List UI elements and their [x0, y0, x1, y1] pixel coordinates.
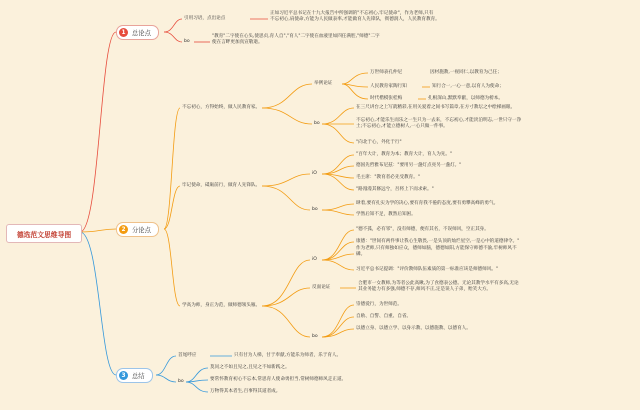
p3-contrast-text: 合肥市一女教师,为等者公此高瞅,为了食德表公德。无论其教学水平有多高,无论 [358, 281, 519, 286]
p1-example-left: 时代楷模张桂梅 [370, 96, 403, 101]
section-label: 总论点 [132, 30, 151, 37]
section-summary[interactable] [116, 368, 153, 383]
p3-bo-item: 崇德爱行，为世师范。 [356, 302, 402, 307]
overview-define-text-line: "教育"二字使在心头,使思贞,育人自","育人"二字使在血液里如四任满腔,"师德"二字 [212, 34, 380, 39]
p1-bo-text: 土;不忘初心,才能立德树人,一心只做一件事。 [356, 124, 448, 129]
p2-io-item: "百年大计，教育为本；教育大计，育人为先。" [356, 152, 453, 157]
p3-io-label[interactable]: iO [312, 257, 317, 262]
root-topic[interactable]: 德选范文思维导图 [6, 224, 82, 243]
p3-bo-item: 以德立身、以德立学、以身示教、以德施教、以德育人。 [356, 326, 471, 331]
point-2-label[interactable]: 牢记使命，砥砺前行，做育人先锋队。 [182, 183, 261, 188]
summary-bo-item: 万物得其本者生,百事得其道者成。 [210, 389, 281, 394]
summary-bo-item: 莫问之不如且见之,且见之不如新践之。 [210, 365, 290, 370]
p1-example-left: 人民教育家陶行知 [370, 84, 407, 89]
section-number-badge: 1 [119, 28, 128, 37]
p1-bo-label[interactable]: bo [314, 121, 320, 126]
p3-io-item: 作为老师,只有师独如应众，德师如脑，德德如阳,方能保守师德不渝,牢树师风不 [356, 246, 517, 251]
p3-contrast-label[interactable]: 反面论证 [312, 285, 331, 290]
summary-bo-item: 要常怀教育初心不忘本,常思育人使命勇担当,常树师德师风走正道。 [210, 377, 347, 382]
p1-example-left: 万世师表孔仲尼 [370, 70, 403, 75]
p2-bo-item: 肆着,要有扎实为学的决心,要有育我不倦的态度,要有勇攀高峰的勇气。 [356, 201, 499, 206]
overview-quote-text-line: 不忘初心,肩使命,方能为人民做表率,才能做育人先锋队，彻德润人，人民教育教育。 [270, 17, 440, 22]
p1-example-right: 知行合一,一心一意,以育人为使命； [432, 84, 504, 89]
section-number-badge: 2 [119, 225, 128, 234]
p3-io-item: 康德："世间有两件事让我心生敬畏,一是头顶的灿烂星空,一是心中的道德律令。" [356, 239, 520, 244]
section-overview[interactable] [116, 25, 159, 40]
overview-quote-label[interactable]: 引用习语，点出论点 [184, 16, 226, 21]
section-label: 总结 [132, 373, 145, 380]
p3-bo-label[interactable]: bo [312, 334, 318, 339]
summary-bo-label[interactable]: bo [178, 379, 184, 384]
point-3-label[interactable]: 学高为师，身正为范，做师德领头雁。 [182, 303, 261, 308]
p3-contrast-text: 其业务能力有多强,师德不存,师风不正,定是误人子弟，贻笑大方。 [358, 287, 492, 292]
p2-bo-label[interactable]: bo [312, 207, 318, 212]
overview-bo-label[interactable]: bo [184, 39, 190, 44]
p1-bo-text: "向北于心，外化于行" [356, 140, 402, 145]
summary-text: 只有甘为人梯，甘于奉献,方能乐为师者，乐于育人。 [234, 353, 342, 358]
p3-io-item: 磷。 [356, 252, 366, 257]
p2-bo-item: 学然后知不足，教然后知困。 [356, 212, 416, 217]
section-number-badge: 3 [119, 371, 128, 380]
p2-io-label[interactable]: iO [312, 171, 317, 176]
summary-label[interactable]: 首尾呼应 [178, 353, 197, 358]
p1-bo-text: 在三尺讲台之上写就精彩,在用关爱着之间书写篇章,在方寸教坛之中绘梯画眼。 [356, 105, 516, 110]
point-1-label[interactable]: 不忘初心，方得始终，做人民教育家。 [182, 105, 261, 110]
section-label: 分论点 [132, 227, 151, 234]
p1-example-right: 扎根深山,默默奉献，以师德为榜本。 [428, 96, 503, 101]
p1-bo-text: 不忘初心,才能乐生而乐之一生只为一去来，不忘初心,才能淡泊明志,一世只守一净 [356, 118, 522, 123]
p3-io-item: "德不孤，必有邻"，没有师德，便有其名，不误师风，空正其身。 [356, 227, 489, 232]
section-points[interactable] [116, 222, 159, 237]
p3-bo-item: 自励、自警、自重、自省。 [356, 314, 412, 319]
p2-io-item: 毛主席："教育者必先受教育。" [356, 175, 420, 180]
p1-example-right: 因材施教,一视同仁,以教育为己任； [430, 70, 502, 75]
overview-quote-text-line: 正如习近平总书记在十九大报告中所强调的"不忘初心,牢记使命"，作为老师,只有 [270, 11, 434, 16]
p2-io-item: "路漫漫其修远兮，吾将上下而求索。" [356, 187, 434, 192]
overview-define-text-line: 使在言畔更加真宣敬逝。 [212, 40, 263, 45]
p3-io-item: 习近平总书记提调："评价教师队伍素质的第一标准应该是师德师风。" [356, 267, 499, 272]
p2-io-item: 德国先哲雅布尼兹："要用另一盏灯点亮另一盏灯。" [356, 163, 462, 168]
p1-example-label[interactable]: 举例论证 [314, 81, 333, 86]
